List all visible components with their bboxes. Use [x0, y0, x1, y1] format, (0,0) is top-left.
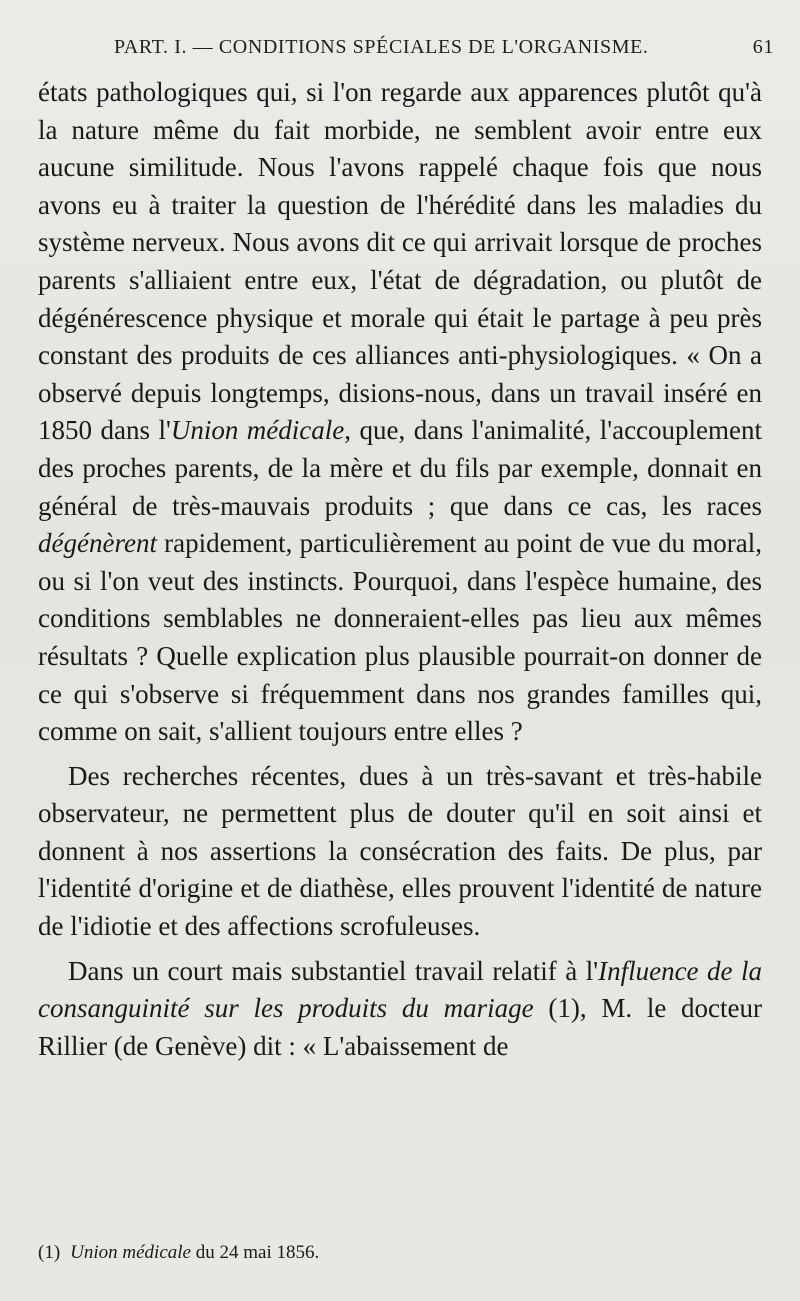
paragraph-3-italic-title: Influence de la consanguinité sur les produits du mariage [38, 955, 762, 1024]
paragraph-3-text-b: (1), M. le docteur Rillier (de Genève) dit : « L'abaissement de [38, 993, 762, 1061]
page-header [88, 30, 774, 62]
paragraph-1-italic-word: dégénèrent [38, 528, 157, 559]
paragraph-1-italic-journal: Union médicale [170, 415, 345, 446]
paragraph-2: Des recherches récentes, dues à un très-savant et très-habile observateur, ne permettent plus de douter qu'il en soit ainsi et donnent à nos assertions la consécration des faits. De plus, par l'identité d'origine et de diathèse, elles prouvent l'identité de nature de l'idiotie et des affections scrofuleuses. [38, 760, 762, 942]
page-number: 61 [752, 36, 774, 58]
footnote-text: du 24 mai 1856. [190, 1242, 320, 1263]
paragraph-3 [38, 953, 762, 1066]
paragraph-1 [38, 74, 762, 751]
footnote-marker: (1) [38, 1242, 61, 1263]
footnote [38, 1240, 762, 1266]
footnote-rule [36, 1228, 196, 1229]
paragraph-1-text-b: , que, dans l'animalité, l'accouplement des proches parents, de la mère et du fils par exemple, donnait en général de très-mauvais produits ; que dans ce cas, les races [38, 415, 763, 521]
running-title: PART. I. — CONDITIONS SPÉCIALES DE L'ORGANISME. [114, 36, 649, 58]
body-text [38, 74, 762, 1065]
footnote-italic: Union médicale [70, 1242, 191, 1263]
paragraph-3-text-a: Dans un court mais substantiel travail relatif à l' [68, 955, 599, 986]
paragraph-1-text-a: états pathologiques qui, si l'on regarde aux apparences plutôt qu'à la nature même du fait morbide, ne semblent avoir entre eux aucune similitude. Nous l'avons rappelé chaque fois que nous avons eu à traiter la question de l'hérédité dans les maladies du système nerveux. Nous avons dit ce qui arrivait lorsque de proches parents s'alliaient entre eux, l'état de dégradation, ou plutôt de dégénérescence physique et morale qui était le partage à peu près constant des produits de ces alliances anti-physiologiques. « On a observé depuis longtemps, disions-nous, dans un travail inséré en 1850 dans l' [38, 77, 762, 446]
paragraph-1-text-c: rapidement, particulièrement au point de vue du moral, ou si l'on veut des instincts. Pourquoi, dans l'espèce humaine, des conditions semblables ne donneraient-elles pas lieu aux mêmes résultats ? Quelle explication plus plausible pourrait-on donner de ce qui s'observe si fréquemment dans nos grandes familles qui, comme on sait, s'allient toujours entre elles ? [38, 528, 762, 747]
